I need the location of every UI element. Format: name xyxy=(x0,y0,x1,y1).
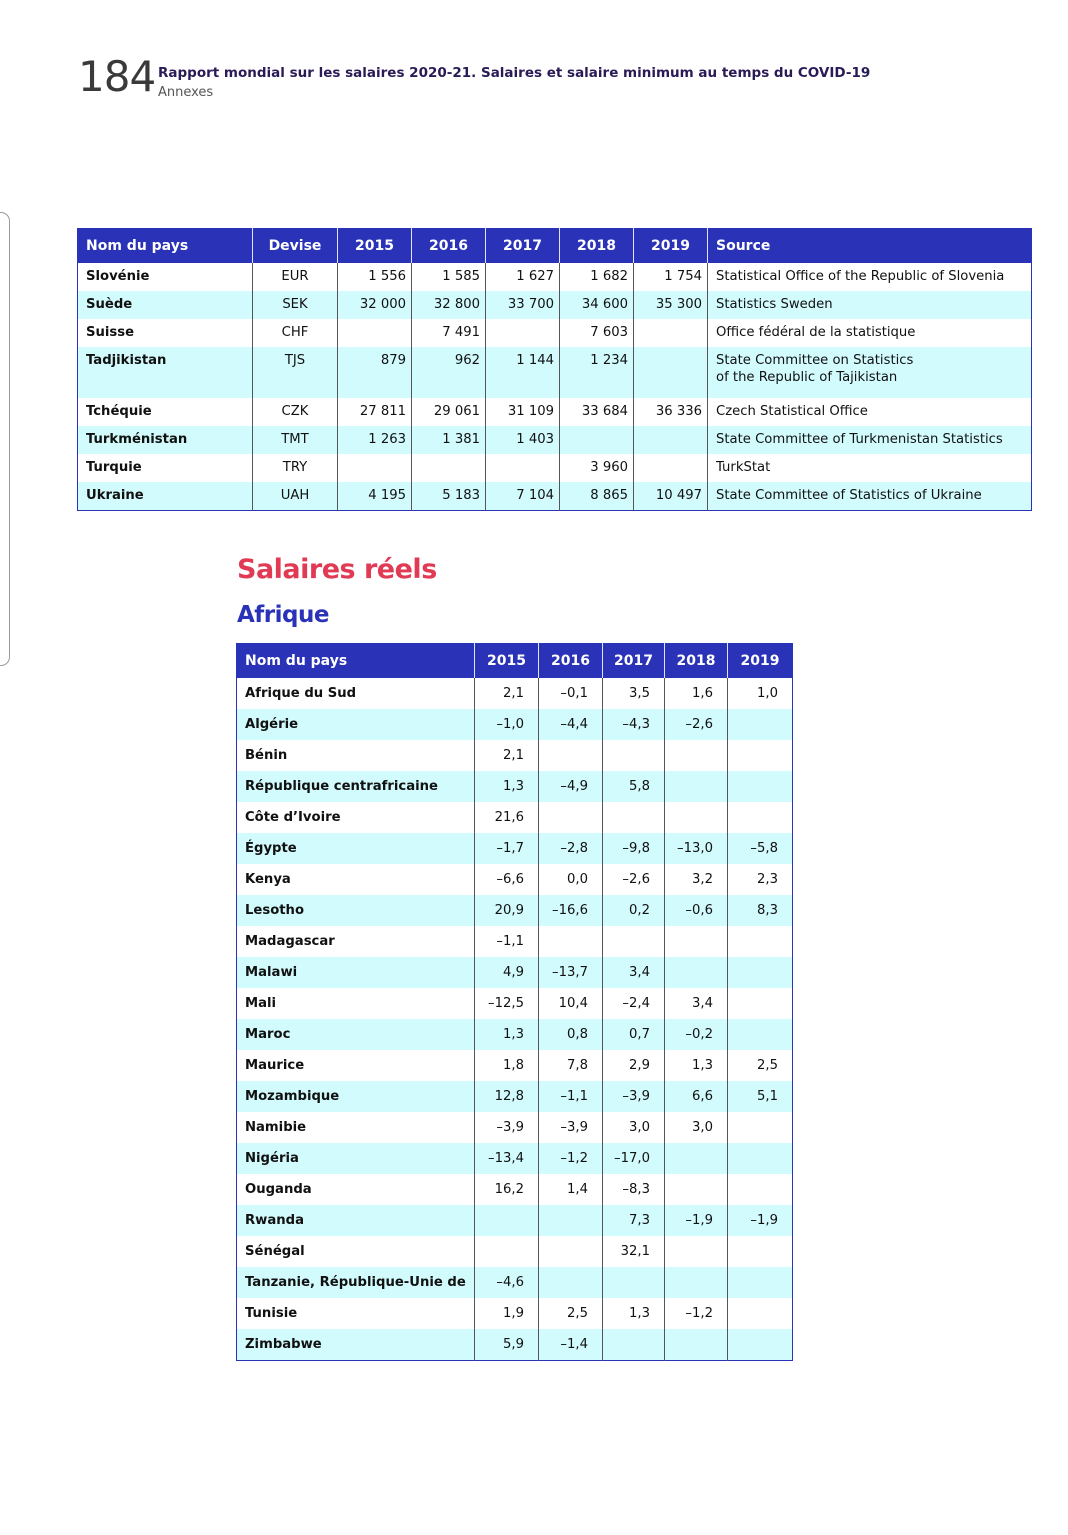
value-cell xyxy=(728,1143,793,1174)
table-row xyxy=(237,895,793,926)
table-row xyxy=(237,1205,793,1236)
value-cell: –1,0 xyxy=(475,709,539,740)
value-cell: –0,2 xyxy=(665,1019,728,1050)
country-cell: Égypte xyxy=(237,833,475,864)
value-cell xyxy=(338,319,412,347)
value-cell xyxy=(728,709,793,740)
value-cell: 0,0 xyxy=(539,864,603,895)
source-cell: State Committee of Statistics of Ukraine xyxy=(708,482,1032,511)
section-heading: Salaires réels xyxy=(237,554,437,585)
value-cell: 7 104 xyxy=(486,482,560,511)
value-cell: 20,9 xyxy=(475,895,539,926)
value-cell: 3,4 xyxy=(603,957,665,988)
value-cell: 1,8 xyxy=(475,1050,539,1081)
country-cell: Suisse xyxy=(78,319,253,347)
value-cell: –4,3 xyxy=(603,709,665,740)
country-cell: Malawi xyxy=(237,957,475,988)
value-cell xyxy=(728,1267,793,1298)
col-header: Nom du pays xyxy=(237,643,475,678)
col-header: 2017 xyxy=(486,228,560,263)
value-cell: 16,2 xyxy=(475,1174,539,1205)
value-cell xyxy=(486,454,560,482)
source-cell: Czech Statistical Office xyxy=(708,398,1032,426)
col-header: 2016 xyxy=(412,228,486,263)
value-cell xyxy=(728,740,793,771)
country-cell: Lesotho xyxy=(237,895,475,926)
wages-table xyxy=(77,228,1032,511)
country-cell: Algérie xyxy=(237,709,475,740)
report-title: Rapport mondial sur les salaires 2020-21. Salaires et salaire minimum au temps du COVID-19 xyxy=(158,65,871,81)
value-cell: 7,3 xyxy=(603,1205,665,1236)
value-cell: –5,8 xyxy=(728,833,793,864)
value-cell: –1,1 xyxy=(475,926,539,957)
value-cell xyxy=(539,802,603,833)
value-cell: 1,3 xyxy=(475,1019,539,1050)
value-cell: –13,4 xyxy=(475,1143,539,1174)
value-cell: 3,5 xyxy=(603,678,665,709)
report-subtitle: Annexes xyxy=(158,85,214,100)
col-header: Devise xyxy=(253,228,338,263)
table-header-row xyxy=(237,643,793,678)
value-cell: 1 144 xyxy=(486,347,560,398)
country-cell: Maroc xyxy=(237,1019,475,1050)
table-row xyxy=(78,426,1032,454)
value-cell xyxy=(728,988,793,1019)
table-row xyxy=(237,802,793,833)
country-cell: Sénégal xyxy=(237,1236,475,1267)
value-cell: –9,8 xyxy=(603,833,665,864)
col-header: 2017 xyxy=(603,643,665,678)
value-cell xyxy=(634,319,708,347)
value-cell: 27 811 xyxy=(338,398,412,426)
country-cell: Madagascar xyxy=(237,926,475,957)
value-cell: –2,6 xyxy=(665,709,728,740)
table-row xyxy=(237,1081,793,1112)
value-cell xyxy=(665,1267,728,1298)
value-cell: 1 263 xyxy=(338,426,412,454)
value-cell xyxy=(634,454,708,482)
country-cell: Tanzanie, République-Unie de xyxy=(237,1267,475,1298)
value-cell: 1 381 xyxy=(412,426,486,454)
value-cell: 2,1 xyxy=(475,678,539,709)
currency-cell: TRY xyxy=(253,454,338,482)
country-cell: Slovénie xyxy=(78,263,253,291)
value-cell: 7 491 xyxy=(412,319,486,347)
value-cell xyxy=(728,771,793,802)
table-row xyxy=(237,1329,793,1361)
section-subheading: Afrique xyxy=(237,602,329,628)
value-cell: 1 682 xyxy=(560,263,634,291)
value-cell: 36 336 xyxy=(634,398,708,426)
col-header: 2018 xyxy=(665,643,728,678)
value-cell xyxy=(539,926,603,957)
value-cell: 10,4 xyxy=(539,988,603,1019)
source-cell: State Committee of Turkmenistan Statistics xyxy=(708,426,1032,454)
value-cell: 33 684 xyxy=(560,398,634,426)
value-cell: 1,6 xyxy=(665,678,728,709)
value-cell: –3,9 xyxy=(603,1081,665,1112)
country-cell: Rwanda xyxy=(237,1205,475,1236)
value-cell: 1,3 xyxy=(665,1050,728,1081)
country-cell: République centrafricaine xyxy=(237,771,475,802)
value-cell: 34 600 xyxy=(560,291,634,319)
table-row xyxy=(78,291,1032,319)
country-cell: Nigéria xyxy=(237,1143,475,1174)
value-cell xyxy=(634,347,708,398)
value-cell: 4,9 xyxy=(475,957,539,988)
value-cell: 3,0 xyxy=(665,1112,728,1143)
value-cell: 1,4 xyxy=(539,1174,603,1205)
value-cell: –16,6 xyxy=(539,895,603,926)
value-cell xyxy=(539,1267,603,1298)
value-cell xyxy=(539,1236,603,1267)
value-cell: 32,1 xyxy=(603,1236,665,1267)
country-cell: Kenya xyxy=(237,864,475,895)
country-cell: Suède xyxy=(78,291,253,319)
value-cell: 879 xyxy=(338,347,412,398)
value-cell: –1,1 xyxy=(539,1081,603,1112)
table-row xyxy=(237,864,793,895)
value-cell xyxy=(728,957,793,988)
country-cell: Côte d’Ivoire xyxy=(237,802,475,833)
value-cell: 10 497 xyxy=(634,482,708,511)
country-cell: Maurice xyxy=(237,1050,475,1081)
country-cell: Turquie xyxy=(78,454,253,482)
value-cell: –6,6 xyxy=(475,864,539,895)
value-cell: 1 234 xyxy=(560,347,634,398)
value-cell: 12,8 xyxy=(475,1081,539,1112)
table-row xyxy=(237,771,793,802)
value-cell xyxy=(665,926,728,957)
country-cell: Turkménistan xyxy=(78,426,253,454)
table-row xyxy=(237,1019,793,1050)
table-row xyxy=(237,926,793,957)
value-cell xyxy=(728,1174,793,1205)
value-cell: 1 754 xyxy=(634,263,708,291)
value-cell: –4,4 xyxy=(539,709,603,740)
country-cell: Tunisie xyxy=(237,1298,475,1329)
value-cell: 1,3 xyxy=(603,1298,665,1329)
value-cell: –2,4 xyxy=(603,988,665,1019)
value-cell: –2,8 xyxy=(539,833,603,864)
col-header: Nom du pays xyxy=(78,228,253,263)
value-cell: –1,9 xyxy=(728,1205,793,1236)
value-cell xyxy=(665,957,728,988)
value-cell xyxy=(665,1236,728,1267)
value-cell: –1,4 xyxy=(539,1329,603,1361)
value-cell: 7 603 xyxy=(560,319,634,347)
value-cell: 5,8 xyxy=(603,771,665,802)
value-cell: –4,6 xyxy=(475,1267,539,1298)
col-header: 2018 xyxy=(560,228,634,263)
value-cell: 1 585 xyxy=(412,263,486,291)
value-cell: 3,4 xyxy=(665,988,728,1019)
value-cell: –0,1 xyxy=(539,678,603,709)
value-cell: –0,6 xyxy=(665,895,728,926)
country-cell: Mali xyxy=(237,988,475,1019)
value-cell: 32 000 xyxy=(338,291,412,319)
value-cell: 5 183 xyxy=(412,482,486,511)
value-cell xyxy=(665,802,728,833)
table-header-row xyxy=(78,228,1032,263)
currency-cell: CHF xyxy=(253,319,338,347)
value-cell xyxy=(728,802,793,833)
table-row xyxy=(237,988,793,1019)
col-header: 2016 xyxy=(539,643,603,678)
value-cell xyxy=(603,1267,665,1298)
value-cell xyxy=(634,426,708,454)
currency-cell: SEK xyxy=(253,291,338,319)
page-edge-bracket xyxy=(0,212,10,666)
value-cell: –17,0 xyxy=(603,1143,665,1174)
table-row xyxy=(78,263,1032,291)
table-row xyxy=(78,454,1032,482)
value-cell xyxy=(728,1236,793,1267)
page-number: 184 xyxy=(78,52,156,101)
value-cell: 0,8 xyxy=(539,1019,603,1050)
value-cell: 31 109 xyxy=(486,398,560,426)
col-header: 2015 xyxy=(338,228,412,263)
value-cell: –1,9 xyxy=(665,1205,728,1236)
source-cell: Statistical Office of the Republic of Slovenia xyxy=(708,263,1032,291)
value-cell: 8 865 xyxy=(560,482,634,511)
value-cell: 2,3 xyxy=(728,864,793,895)
value-cell: –1,2 xyxy=(665,1298,728,1329)
value-cell: –3,9 xyxy=(475,1112,539,1143)
value-cell: 0,2 xyxy=(603,895,665,926)
table-row xyxy=(237,1174,793,1205)
value-cell: –1,7 xyxy=(475,833,539,864)
table-row xyxy=(237,1050,793,1081)
value-cell xyxy=(728,1329,793,1361)
value-cell xyxy=(665,1329,728,1361)
value-cell: 1,3 xyxy=(475,771,539,802)
country-cell: Bénin xyxy=(237,740,475,771)
value-cell: 1 556 xyxy=(338,263,412,291)
currency-cell: EUR xyxy=(253,263,338,291)
col-header: 2015 xyxy=(475,643,539,678)
value-cell xyxy=(728,1019,793,1050)
table-row xyxy=(237,833,793,864)
value-cell xyxy=(539,740,603,771)
value-cell: 1 627 xyxy=(486,263,560,291)
table-row xyxy=(237,1267,793,1298)
table-row xyxy=(237,1298,793,1329)
value-cell: –1,2 xyxy=(539,1143,603,1174)
value-cell: –8,3 xyxy=(603,1174,665,1205)
value-cell: 1,0 xyxy=(728,678,793,709)
value-cell: –13,7 xyxy=(539,957,603,988)
value-cell: 962 xyxy=(412,347,486,398)
value-cell: –12,5 xyxy=(475,988,539,1019)
value-cell xyxy=(603,802,665,833)
table-row xyxy=(237,709,793,740)
value-cell: 1,9 xyxy=(475,1298,539,1329)
currency-cell: UAH xyxy=(253,482,338,511)
value-cell xyxy=(728,1112,793,1143)
value-cell: 3,2 xyxy=(665,864,728,895)
value-cell xyxy=(665,740,728,771)
currency-cell: TJS xyxy=(253,347,338,398)
value-cell: 1 403 xyxy=(486,426,560,454)
value-cell: –2,6 xyxy=(603,864,665,895)
col-header: Source xyxy=(708,228,1032,263)
value-cell xyxy=(603,740,665,771)
value-cell xyxy=(603,1329,665,1361)
table-row xyxy=(237,1112,793,1143)
table-row xyxy=(78,347,1032,398)
source-cell: TurkStat xyxy=(708,454,1032,482)
value-cell: 35 300 xyxy=(634,291,708,319)
source-cell: Statistics Sweden xyxy=(708,291,1032,319)
value-cell xyxy=(665,1174,728,1205)
value-cell: –4,9 xyxy=(539,771,603,802)
currency-cell: TMT xyxy=(253,426,338,454)
value-cell: 8,3 xyxy=(728,895,793,926)
table-row xyxy=(78,482,1032,511)
table-row xyxy=(237,740,793,771)
value-cell xyxy=(338,454,412,482)
value-cell: –3,9 xyxy=(539,1112,603,1143)
currency-cell: CZK xyxy=(253,398,338,426)
source-cell: State Committee on Statistics of the Republic of Tajikistan xyxy=(708,347,1032,398)
col-header: 2019 xyxy=(634,228,708,263)
value-cell: 6,6 xyxy=(665,1081,728,1112)
country-cell: Ouganda xyxy=(237,1174,475,1205)
value-cell xyxy=(665,771,728,802)
value-cell: 3,0 xyxy=(603,1112,665,1143)
value-cell xyxy=(486,319,560,347)
value-cell: 33 700 xyxy=(486,291,560,319)
value-cell: 2,9 xyxy=(603,1050,665,1081)
value-cell: 21,6 xyxy=(475,802,539,833)
source-cell: Office fédéral de la statistique xyxy=(708,319,1032,347)
value-cell xyxy=(412,454,486,482)
country-cell: Zimbabwe xyxy=(237,1329,475,1361)
country-cell: Tchéquie xyxy=(78,398,253,426)
value-cell: 32 800 xyxy=(412,291,486,319)
value-cell: 0,7 xyxy=(603,1019,665,1050)
value-cell xyxy=(475,1236,539,1267)
table-row xyxy=(78,319,1032,347)
table-row xyxy=(237,1143,793,1174)
country-cell: Mozambique xyxy=(237,1081,475,1112)
country-cell: Afrique du Sud xyxy=(237,678,475,709)
value-cell xyxy=(539,1205,603,1236)
country-cell: Namibie xyxy=(237,1112,475,1143)
value-cell: 2,5 xyxy=(728,1050,793,1081)
table-row xyxy=(78,398,1032,426)
value-cell: 2,1 xyxy=(475,740,539,771)
value-cell xyxy=(560,426,634,454)
col-header: 2019 xyxy=(728,643,793,678)
value-cell xyxy=(728,926,793,957)
value-cell: 7,8 xyxy=(539,1050,603,1081)
value-cell xyxy=(665,1143,728,1174)
value-cell: 29 061 xyxy=(412,398,486,426)
value-cell xyxy=(475,1205,539,1236)
value-cell: 2,5 xyxy=(539,1298,603,1329)
value-cell: 5,1 xyxy=(728,1081,793,1112)
real-wages-table xyxy=(236,643,793,1361)
table-row xyxy=(237,678,793,709)
value-cell xyxy=(603,926,665,957)
value-cell: –13,0 xyxy=(665,833,728,864)
country-cell: Ukraine xyxy=(78,482,253,511)
country-cell: Tadjikistan xyxy=(78,347,253,398)
table-row xyxy=(237,1236,793,1267)
value-cell: 4 195 xyxy=(338,482,412,511)
table-row xyxy=(237,957,793,988)
value-cell: 5,9 xyxy=(475,1329,539,1361)
value-cell: 3 960 xyxy=(560,454,634,482)
value-cell xyxy=(728,1298,793,1329)
